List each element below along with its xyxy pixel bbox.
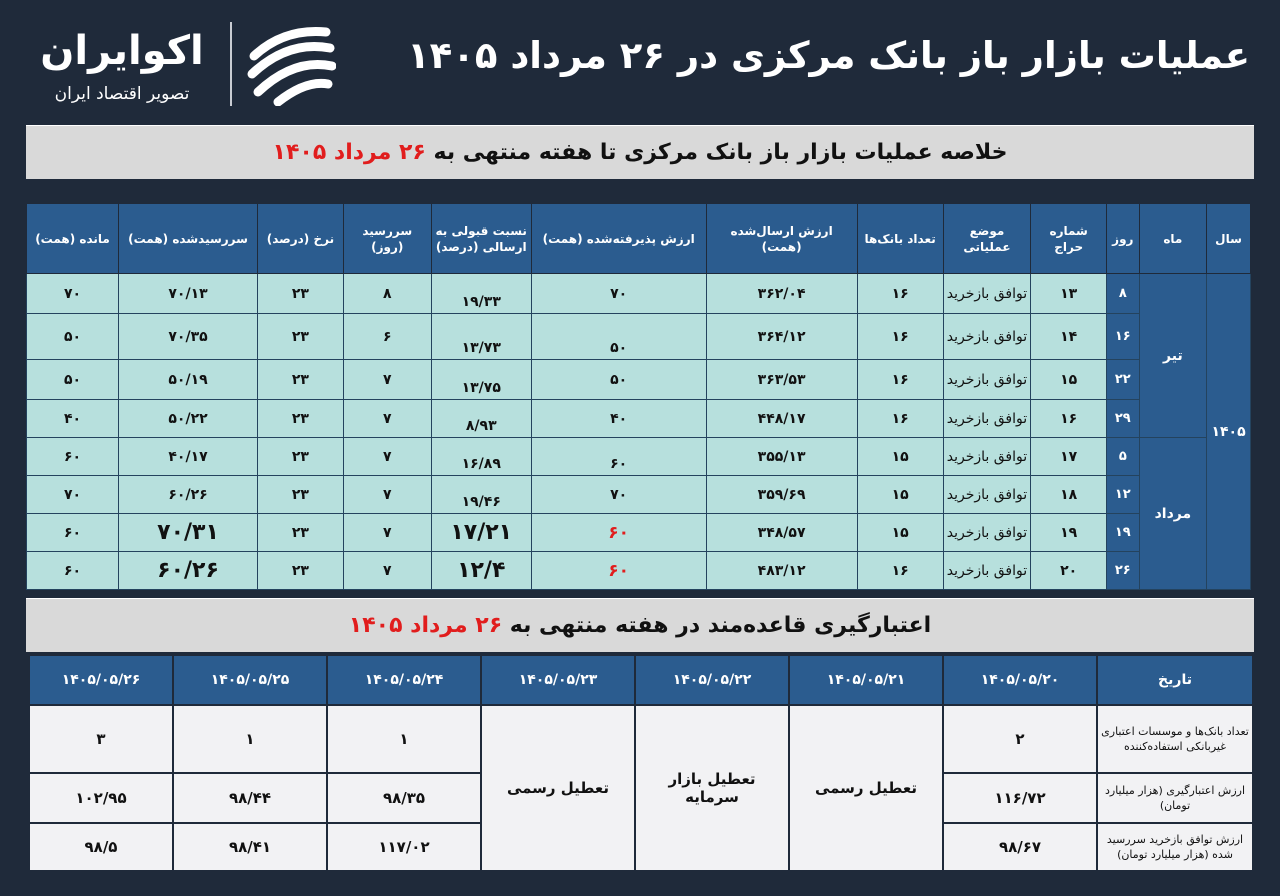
table-cell-banks: ۱۶ (857, 552, 943, 590)
table-cell-rate: ۲۳ (258, 514, 344, 552)
table-cell-rate: ۲۳ (258, 438, 344, 476)
column-header: ۱۴۰۵/۰۵/۲۶ (29, 655, 173, 705)
credit-facility-table (28, 654, 1254, 872)
table-cell-matured: ۷۰/۳۵ (119, 314, 258, 360)
table-cell-auction: ۲۰ (1031, 552, 1107, 590)
table-cell-sent: ۳۴۸/۵۷ (706, 514, 857, 552)
table-cell-sent: ۳۶۲/۰۴ (706, 274, 857, 314)
table-cell-auction: ۱۵ (1031, 360, 1107, 400)
table-cell-rate: ۲۳ (258, 400, 344, 438)
table-cell-matured: ۴۰/۱۷ (119, 438, 258, 476)
table-cell-accepted: ۴۰ (531, 400, 706, 438)
table-row (27, 438, 1251, 476)
table-cell-maturity: ۷ (343, 400, 431, 438)
brand-name: اکوایران (40, 28, 204, 74)
table-cell-auction: ۱۸ (1031, 476, 1107, 514)
table-cell-position: توافق بازخرید (943, 476, 1031, 514)
table-cell-matured: ۵۰/۲۲ (119, 400, 258, 438)
table-cell-accepted: ۶۰ (531, 438, 706, 476)
table-cell-accepted: ۵۰ (531, 314, 706, 360)
table-cell-sent: ۳۵۵/۱۳ (706, 438, 857, 476)
table-cell-sent: ۴۴۸/۱۷ (706, 400, 857, 438)
table-cell-ratio: ۱۲/۴ (431, 552, 531, 590)
table-cell-matured: ۶۰/۲۶ (119, 476, 258, 514)
column-header: سررسیدشده (همت) (119, 204, 258, 274)
table-cell-accepted: ۵۰ (531, 360, 706, 400)
table-row (27, 400, 1251, 438)
table-cell: ۱ (327, 705, 481, 773)
table-cell-auction: ۱۴ (1031, 314, 1107, 360)
table-header-row (29, 655, 1253, 705)
column-header: ۱۴۰۵/۰۵/۲۱ (789, 655, 943, 705)
table-cell-position: توافق بازخرید (943, 314, 1031, 360)
table-cell-balance: ۶۰ (27, 438, 119, 476)
table-cell-banks: ۱۵ (857, 438, 943, 476)
table-cell-banks: ۱۶ (857, 274, 943, 314)
table-cell-sent: ۴۸۳/۱۲ (706, 552, 857, 590)
row-label: ارزش توافق بازخرید سررسید شده (هزار میلیارد تومان) (1097, 823, 1253, 871)
table-cell-maturity: ۷ (343, 514, 431, 552)
table-cell-auction: ۱۶ (1031, 400, 1107, 438)
table-cell-sent: ۳۶۴/۱۲ (706, 314, 857, 360)
table-cell: ۳ (29, 705, 173, 773)
column-header: موضع عملیاتی (943, 204, 1031, 274)
table-cell-position: توافق بازخرید (943, 438, 1031, 476)
column-header-date: تاریخ (1097, 655, 1253, 705)
brand (22, 22, 342, 110)
table-cell-auction: ۱۷ (1031, 438, 1107, 476)
day-cell: ۱۲ (1106, 476, 1139, 514)
table-cell-ratio: ۸/۹۳ (431, 400, 531, 438)
table-cell-position: توافق بازخرید (943, 400, 1031, 438)
section-title-text: خلاصه عملیات بازار باز بانک مرکزی تا هفته منتهی به (433, 140, 1008, 165)
column-header: مانده (همت) (27, 204, 119, 274)
table-cell-banks: ۱۶ (857, 360, 943, 400)
table-cell-rate: ۲۳ (258, 314, 344, 360)
day-cell: ۸ (1106, 274, 1139, 314)
column-header: نرخ (درصد) (258, 204, 344, 274)
table-cell-ratio: ۱۶/۸۹ (431, 438, 531, 476)
holiday-cell: تعطیل بازار سرمایه (635, 705, 789, 871)
table-cell-ratio: ۱۳/۷۳ (431, 314, 531, 360)
table-cell-rate: ۲۳ (258, 274, 344, 314)
table-cell-position: توافق بازخرید (943, 274, 1031, 314)
table-cell-accepted: ۷۰ (531, 274, 706, 314)
brand-tagline: تصویر اقتصاد ایران (54, 84, 190, 104)
table-cell-banks: ۱۶ (857, 400, 943, 438)
table-cell-rate: ۲۳ (258, 476, 344, 514)
row-label: ارزش اعتبارگیری (هزار میلیارد تومان) (1097, 773, 1253, 823)
section-title-text: اعتبارگیری قاعده‌مند در هفته منتهی به (509, 613, 932, 638)
table-cell-rate: ۲۳ (258, 360, 344, 400)
table-cell-position: توافق بازخرید (943, 514, 1031, 552)
table-cell-matured: ۷۰/۱۳ (119, 274, 258, 314)
day-cell: ۲۹ (1106, 400, 1139, 438)
table-cell-matured: ۶۰/۲۶ (119, 552, 258, 590)
table-cell-matured: ۷۰/۳۱ (119, 514, 258, 552)
table-row (27, 476, 1251, 514)
column-header: ۱۴۰۵/۰۵/۲۰ (943, 655, 1097, 705)
table-cell: ۱۱۷/۰۲ (327, 823, 481, 871)
month-cell: تیر (1139, 274, 1206, 438)
table-cell-banks: ۱۵ (857, 514, 943, 552)
table-cell-accepted: ۷۰ (531, 476, 706, 514)
column-header: سررسید (روز) (343, 204, 431, 274)
column-header: ۱۴۰۵/۰۵/۲۵ (173, 655, 327, 705)
column-header: تعداد بانک‌ها (857, 204, 943, 274)
section-title-summary (26, 125, 1254, 179)
section-title-date: ۲۶ مرداد ۱۴۰۵ (272, 140, 426, 165)
day-cell: ۵ (1106, 438, 1139, 476)
day-cell: ۲۲ (1106, 360, 1139, 400)
table-cell: ۹۸/۴۱ (173, 823, 327, 871)
table-cell-ratio: ۱۹/۳۳ (431, 274, 531, 314)
table-cell-balance: ۶۰ (27, 552, 119, 590)
holiday-cell: تعطیل رسمی (481, 705, 635, 871)
table-row (27, 274, 1251, 314)
table-cell-maturity: ۷ (343, 438, 431, 476)
header (0, 0, 1280, 116)
table-cell: ۲ (943, 705, 1097, 773)
table-cell: ۹۸/۵ (29, 823, 173, 871)
table-cell-maturity: ۷ (343, 360, 431, 400)
column-header: ماه (1139, 204, 1206, 274)
brand-logo-icon (244, 22, 336, 106)
table-cell: ۹۸/۴۴ (173, 773, 327, 823)
day-cell: ۱۹ (1106, 514, 1139, 552)
column-header: ۱۴۰۵/۰۵/۲۲ (635, 655, 789, 705)
table-cell-position: توافق بازخرید (943, 360, 1031, 400)
table-cell: ۱۱۶/۷۲ (943, 773, 1097, 823)
table-cell-accepted: ۶۰ (531, 552, 706, 590)
column-header: سال (1207, 204, 1251, 274)
table-cell-ratio: ۱۳/۷۵ (431, 360, 531, 400)
section-title-date: ۲۶ مرداد ۱۴۰۵ (348, 613, 503, 638)
table-cell-balance: ۶۰ (27, 514, 119, 552)
table-cell-banks: ۱۶ (857, 314, 943, 360)
table-cell: ۹۸/۳۵ (327, 773, 481, 823)
month-cell: مرداد (1139, 438, 1206, 590)
table-cell-balance: ۷۰ (27, 476, 119, 514)
column-header: روز (1106, 204, 1139, 274)
holiday-cell: تعطیل رسمی (789, 705, 943, 871)
table-cell-ratio: ۱۷/۲۱ (431, 514, 531, 552)
table-cell-sent: ۳۶۳/۵۳ (706, 360, 857, 400)
day-cell: ۲۶ (1106, 552, 1139, 590)
table-cell-rate: ۲۳ (258, 552, 344, 590)
table-cell-maturity: ۶ (343, 314, 431, 360)
table-cell-position: توافق بازخرید (943, 552, 1031, 590)
open-market-operations-table (26, 203, 1251, 590)
table-cell-auction: ۱۹ (1031, 514, 1107, 552)
row-label: تعداد بانک‌ها و موسسات اعتباری غیربانکی استفاده‌کننده (1097, 705, 1253, 773)
table-cell-balance: ۵۰ (27, 360, 119, 400)
table-cell-banks: ۱۵ (857, 476, 943, 514)
table-cell-auction: ۱۳ (1031, 274, 1107, 314)
column-header: ارزش پذیرفته‌شده (همت) (531, 204, 706, 274)
column-header: ۱۴۰۵/۰۵/۲۴ (327, 655, 481, 705)
table-row (27, 552, 1251, 590)
table-header-row (27, 204, 1251, 274)
table-row (27, 360, 1251, 400)
table-cell-balance: ۴۰ (27, 400, 119, 438)
table-cell: ۹۸/۶۷ (943, 823, 1097, 871)
table-row (27, 314, 1251, 360)
table-cell: ۱ (173, 705, 327, 773)
table-cell-maturity: ۸ (343, 274, 431, 314)
section-title-credit (26, 598, 1254, 652)
table-cell-maturity: ۷ (343, 476, 431, 514)
table-cell-ratio: ۱۹/۴۶ (431, 476, 531, 514)
table-row (27, 514, 1251, 552)
table-cell-sent: ۳۵۹/۶۹ (706, 476, 857, 514)
day-cell: ۱۶ (1106, 314, 1139, 360)
column-header: شماره حراج (1031, 204, 1107, 274)
year-cell: ۱۴۰۵ (1207, 274, 1251, 590)
table-cell-accepted: ۶۰ (531, 514, 706, 552)
table-cell-matured: ۵۰/۱۹ (119, 360, 258, 400)
table-cell-maturity: ۷ (343, 552, 431, 590)
table-cell: ۱۰۲/۹۵ (29, 773, 173, 823)
brand-divider (230, 22, 232, 106)
table-cell-balance: ۷۰ (27, 274, 119, 314)
table-row (29, 705, 1253, 773)
column-header: ارزش ارسال‌شده (همت) (706, 204, 857, 274)
column-header: نسبت قبولی به ارسالی (درصد) (431, 204, 531, 274)
column-header: ۱۴۰۵/۰۵/۲۳ (481, 655, 635, 705)
table-cell-balance: ۵۰ (27, 314, 119, 360)
page-title: عملیات بازار باز بانک مرکزی در ۲۶ مرداد ۱۴۰۵ (407, 34, 1250, 77)
